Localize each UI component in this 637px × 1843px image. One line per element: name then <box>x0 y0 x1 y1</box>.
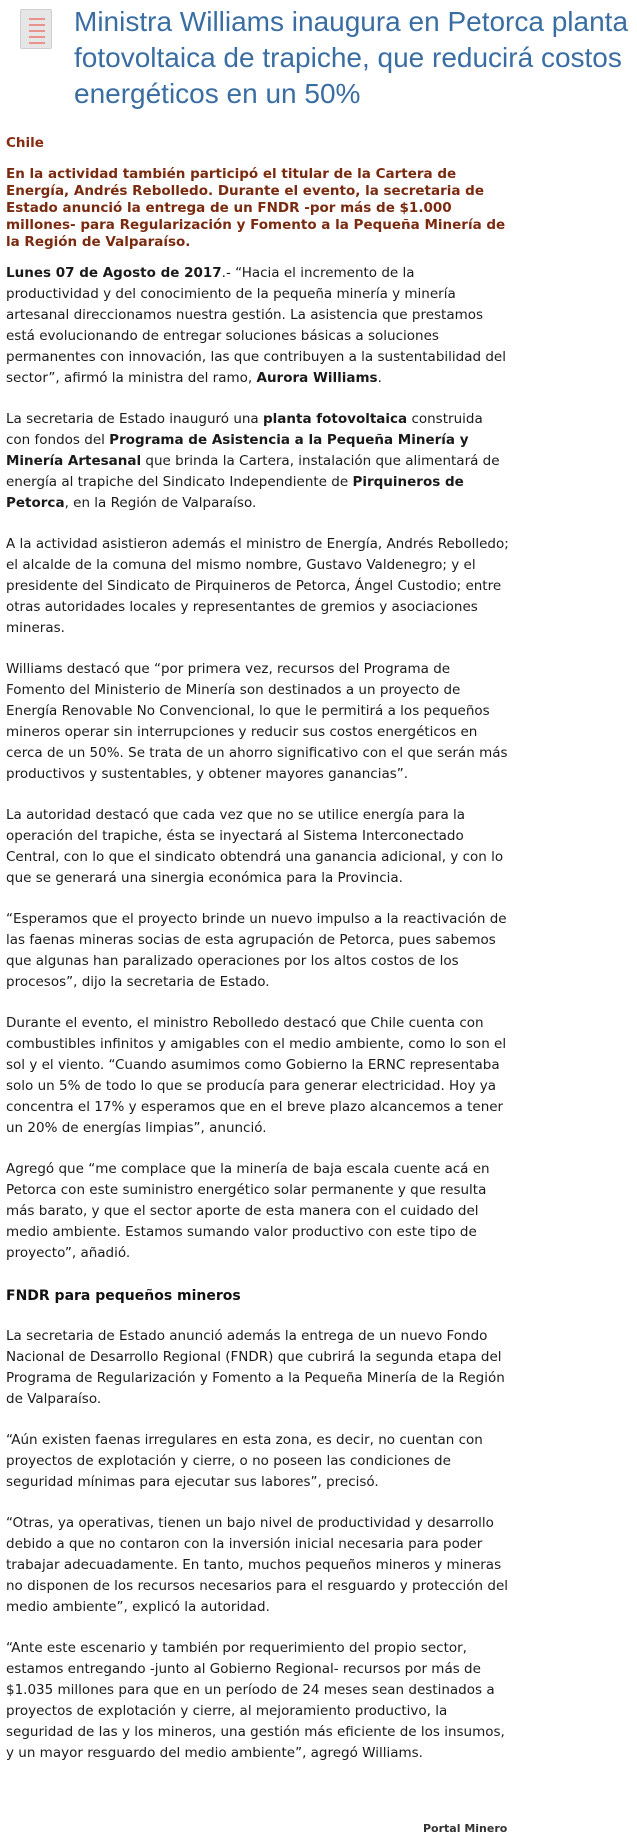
paragraph-8: Agregó que “me complace que la minería de baja escala cuente acá en Petorca con este suministro energético solar permanente y que resulta más barato, y que el sector aporte de esta manera con el cuidado del medio ambiente. Estamos sumando valor productivo con este tipo de proyecto”, añadió. <box>6 1161 490 1261</box>
subtitle-fndr: FNDR para pequeños mineros <box>6 1288 241 1304</box>
document-icon <box>20 9 52 49</box>
article-lead: En la actividad también participó el titular de la Cartera de Energía, Andrés Rebolledo. Durante el evento, la secretaria de Estado anunció la entrega de un FNDR -por más de $1.000 millones- para Regularización y Fomento a la Pequeña Minería de la Región de Valparaíso. <box>6 166 506 250</box>
paragraph-9: La secretaria de Estado anunció además la entrega de un nuevo Fondo Nacional de Desarrollo Regional (FNDR) que cubrirá la segunda etapa del Programa de Regularización y Fomento a la Pequeña Minería de la Región de Valparaíso. <box>6 1328 505 1407</box>
article-date: Lunes 07 de Agosto de 2017 <box>6 265 222 281</box>
paragraph-3: A la actividad asistieron además el ministro de Energía, Andrés Rebolledo; el alcalde de la comuna del mismo nombre, Gustavo Valdenegro; y el presidente del Sindicato de Pirquineros de Petorca, Ángel Custodio; entre otras autoridades locales y representantes de gremios y asociaciones mineras. <box>6 536 509 636</box>
paragraph-11: “Otras, ya operativas, tienen un bajo nivel de productividad y desarrollo debido a que no contaron con la inversión inicial necesaria para poder trabajar adecuadamente. En tanto, muchos pequeños mineros y mineras no disponen de los recursos necesarios para el resguardo y protección del medio ambiente”, explicó la autoridad. <box>6 1515 509 1615</box>
paragraph-10: “Aún existen faenas irregulares en esta zona, es decir, no cuentan con proyectos de explotación y cierre, o no poseen las condiciones de seguridad mínimas para ejecutar sus labores”, precisó. <box>6 1432 483 1490</box>
paragraph-5: La autoridad destacó que cada vez que no se utilice energía para la operación del trapiche, ésta se inyectará al Sistema Interconectado Central, con lo que el sindicato obtendrá una ganancia adicional, y con lo que se generará una sinergia económica para la Provincia. <box>6 807 504 886</box>
section-label: Chile <box>6 135 44 151</box>
article-title: Ministra Williams inaugura en Petorca planta fotovoltaica de trapiche, que reducirá costos energéticos en un 50% <box>74 6 629 109</box>
article-body <box>6 134 511 1764</box>
source-credit: Portal Minero <box>423 1822 508 1835</box>
paragraph-12: “Ante este escenario y también por requerimiento del propio sector, estamos entregando -junto al Gobierno Regional- recursos por más de $1.035 millones para que en un período de 24 meses sean destinados a proyectos de explotación y cierre, al mejoramiento productivo, la seguridad de las y los mineros, una gestión más eficiente de los insumos, y un mayor resguardo del medio ambiente”, agregó Williams. <box>6 1640 505 1761</box>
minister-name: Aurora Williams <box>256 370 378 386</box>
paragraph-2: La secretaria de Estado inauguró una planta fotovoltaica construida con fondos del Programa de Asistencia a la Pequeña Minería y Minería Artesanal que brinda la Cartera, instalación que alimentará de energía al trapiche del Sindicato Independiente de Pirquineros de Petorca, en la Región de Valparaíso. <box>6 411 500 511</box>
paragraph-1: Lunes 07 de Agosto de 2017.- “Hacia el incremento de la productividad y del conocimiento de la pequeña minería y minería artesanal direccionamos nuestra gestión. La asistencia que prestamos está evolucionando de entregar soluciones básicas a soluciones permanentes con innovación, las que contribuyen a la sustentabilidad del sector”, afirmó la ministra del ramo, Aurora Williams. <box>6 265 506 386</box>
paragraph-6: “Esperamos que el proyecto brinde un nuevo impulso a la reactivación de las faenas mineras socias de esta agrupación de Petorca, pues sabemos que algunas han paralizado operaciones por los altos costos de los procesos”, dijo la secretaria de Estado. <box>6 911 507 990</box>
article-header <box>0 0 637 125</box>
paragraph-7: Durante el evento, el ministro Rebolledo destacó que Chile cuenta con combustibles infinitos y amigables con el medio ambiente, como lo son el sol y el viento. “Cuando asumimos como Gobierno la ERNC representaba solo un 5% de todo lo que se producía para generar electricidad. Hoy ya concentra el 17% y esperamos que en el breve plazo alcancemos a tener un 20% de energías limpias”, anunció. <box>6 1015 507 1136</box>
paragraph-4: Williams destacó que “por primera vez, recursos del Programa de Fomento del Ministerio de Minería son destinados a un proyecto de Energía Renovable No Convencional, lo que le permitirá a los pequeños mineros operar sin interrupciones y reducir sus costos energéticos en cerca de un 50%. Se trata de un ahorro significativo con el que serán más productivos y sustentables, y obtener mayores ganancias”. <box>6 661 508 782</box>
